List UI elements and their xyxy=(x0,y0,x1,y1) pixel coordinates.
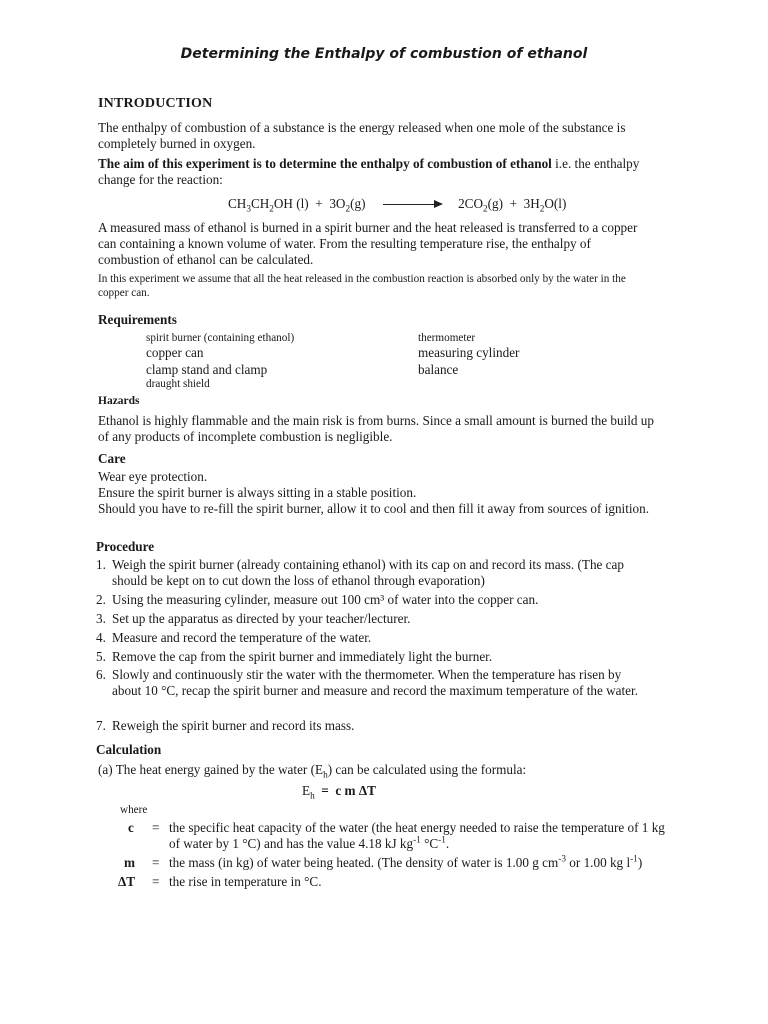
symbol-delta-t: ΔT xyxy=(118,874,136,889)
step-number: 4. xyxy=(96,630,106,645)
procedure-step xyxy=(96,649,644,665)
step-text: Set up the apparatus as directed by your teacher/lecturer. xyxy=(112,611,411,626)
introduction-heading: INTRODUCTION xyxy=(98,96,213,111)
definition-c-text: the specific heat capacity of the water (the heat energy needed to raise the temperature of 1 kg of water by 1 °C) and has the value 4.18 kJ kg xyxy=(169,820,665,851)
step-number: 5. xyxy=(96,649,106,664)
step-number: 2. xyxy=(96,592,106,607)
part-a-text-end: ) can be calculated using the formula: xyxy=(327,762,527,777)
calculation-part-a xyxy=(98,762,526,778)
part-a-text: (a) The heat energy gained by the water (E xyxy=(98,762,324,777)
intro-aim-paragraph xyxy=(98,156,654,188)
hazards-text: Ethanol is highly flammable and the main risk is from burns. Since a small amount is burned the build up of any products of incomplete combustion is negligible. xyxy=(98,413,654,444)
step-text: Measure and record the temperature of the water. xyxy=(112,630,372,645)
procedure-step xyxy=(96,718,644,734)
care-line: Ensure the spirit burner is always sitting in a stable position. xyxy=(98,485,417,500)
requirements-heading: Requirements xyxy=(98,312,177,327)
step-text: Using the measuring cylinder, measure out 100 cm³ of water into the copper can. xyxy=(112,592,539,607)
calculation-heading: Calculation xyxy=(96,742,162,757)
step-text: Remove the cap from the spirit burner and immediately light the burner. xyxy=(112,649,493,664)
intro-assumption: In this experiment we assume that all the heat released in the combustion reaction is absorbed only by the water in the copper can. xyxy=(98,273,626,299)
equation-reactants: $CH_3CH_2OH$ $(l) + 3O_2(g)$ xyxy=(228,196,366,214)
step-number: 1. xyxy=(96,557,106,572)
intro-paragraph-3: A measured mass of ethanol is burned in a spirit burner and the heat released is transferred to a copper can containing a known volume of water. From the resulting temperature rise, the enthalpy of combustion of ethanol can be calculated. xyxy=(98,220,638,267)
step-number: 7. xyxy=(96,718,106,733)
requirement-item: thermometer xyxy=(418,332,476,344)
definition-m: the mass (in kg) of water being heated. (The density of water is 1.00 g $cm^{-3}$ or 1.00 kg $l^{-1}$) xyxy=(169,853,643,870)
page-title: Determining the Enthalpy of combustion of ethanol xyxy=(180,46,588,62)
requirement-item: spirit burner (containing ethanol) xyxy=(146,332,295,344)
definition-m-text: the mass (in kg) of water being heated. (The density of water is 1.00 g cm xyxy=(169,855,559,870)
reaction-arrow-icon xyxy=(383,204,441,205)
equals-sign: = xyxy=(152,874,160,889)
formula: $E_h = c$ m ΔT xyxy=(302,783,376,801)
procedure-step xyxy=(96,592,644,608)
equation-products: $2CO_2(g) + 3H_2O(l)$ xyxy=(458,196,567,214)
symbol-c: c xyxy=(128,820,134,835)
requirement-item: copper can xyxy=(146,345,204,360)
step-text: Slowly and continuously stir the water with the thermometer. When the temperature has risen by about 10 °C, recap the spirit burner and measure and record the maximum temperature of the water. xyxy=(112,667,638,698)
step-number: 6. xyxy=(96,667,106,682)
equals-sign: = xyxy=(152,820,160,835)
definition-c: the specific heat capacity of the water (the heat energy needed to raise the temperature of 1 kg of water by 1 °C) and has the value 4.18 kJ $kg^{-1}$ $^\circ C^{-1}$. xyxy=(169,820,665,851)
care-heading: Care xyxy=(98,451,126,466)
care-line: Wear eye protection. xyxy=(98,469,208,484)
procedure-step xyxy=(96,667,644,715)
procedure-heading: Procedure xyxy=(96,539,155,554)
reaction-equation xyxy=(228,196,566,212)
step-text: Weigh the spirit burner (already containing ethanol) with its cap on and record its mass. (The cap should be kept on to cut down the loss of ethanol through evaporation) xyxy=(112,557,624,588)
where-label: where xyxy=(120,804,148,816)
equals-sign: = xyxy=(152,855,160,870)
intro-paragraph-1: The enthalpy of combustion of a substance is the energy released when one mole of the substance is completely burned in oxygen. xyxy=(98,120,626,151)
requirement-item: draught shield xyxy=(146,378,210,390)
symbol-m: m xyxy=(124,855,135,870)
procedure-step xyxy=(96,557,644,589)
part-a-subscript: h xyxy=(323,769,328,780)
step-text: Reweigh the spirit burner and record its mass. xyxy=(112,718,355,733)
requirement-item: clamp stand and clamp xyxy=(146,362,268,377)
aim-statement: The aim of this experiment is to determine the enthalpy of combustion of ethanol xyxy=(98,156,552,171)
definition-delta-t: the rise in temperature in °C. xyxy=(169,874,322,889)
care-line: Should you have to re-fill the spirit burner, allow it to cool and then fill it away from sources of ignition. xyxy=(98,501,650,516)
step-number: 3. xyxy=(96,611,106,626)
hazards-heading: Hazards xyxy=(98,395,140,407)
requirement-item: balance xyxy=(418,362,459,377)
requirement-item: measuring cylinder xyxy=(418,345,520,360)
procedure-step xyxy=(96,611,644,627)
procedure-step xyxy=(96,630,644,646)
aim-continuation: i.e. the enthalpy change for the reaction: xyxy=(98,156,640,187)
